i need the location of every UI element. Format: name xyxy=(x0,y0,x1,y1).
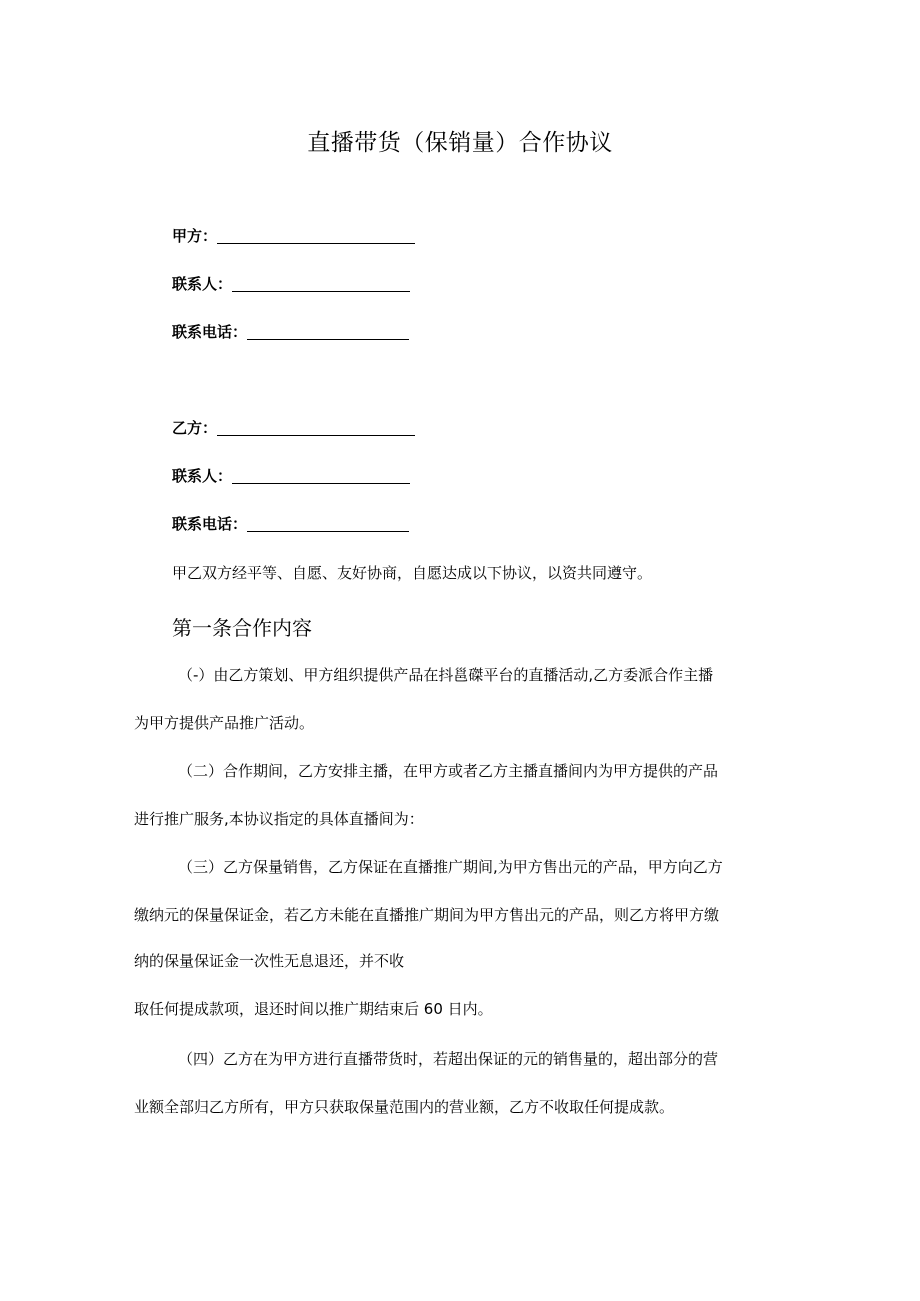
clause-3-line-4: 取任何提成款项，退还时间以推广期结束后 60 日内。 xyxy=(134,1000,493,1018)
party-a-label: 甲方： xyxy=(172,227,218,245)
document-title: 直播带货（保销量）合作协议 xyxy=(307,130,613,156)
clause-2-line-1: （二）合作期间，乙方安排主播，在甲方或者乙方主播直播间内为甲方提供的产品 xyxy=(178,762,719,780)
clause-2-line-2: 进行推广服务,本协议指定的具体直播间为： xyxy=(134,810,424,828)
party-b-phone-label: 联系电话： xyxy=(172,515,248,533)
clause-4-line-2: 业额全部归乙方所有，甲方只获取保量范围内的营业额，乙方不收取任何提成款。 xyxy=(134,1098,675,1116)
article-1-heading: 第一条合作内容 xyxy=(172,616,312,640)
party-b-field xyxy=(172,416,415,438)
intro-paragraph: 甲乙双方经平等、自愿、友好协商，自愿达成以下协议，以资共同遵守。 xyxy=(172,564,653,582)
party-b-phone-field xyxy=(172,512,409,534)
party-a-field xyxy=(172,224,415,246)
party-b-label: 乙方： xyxy=(172,419,218,437)
clause-1-line-1: （-）由乙方策划、甲方组织提供产品在抖邕磔平台的直播活动,乙方委派合作主播 xyxy=(178,666,714,684)
party-b-contact-label: 联系人： xyxy=(172,467,233,485)
party-a-contact-label: 联系人： xyxy=(172,275,233,293)
party-b-contact-blank-line xyxy=(232,482,410,484)
party-a-blank-line xyxy=(217,242,415,244)
party-a-phone-blank-line xyxy=(247,338,409,340)
clause-4-line-1: （四）乙方在为甲方进行直播带货时，若超出保证的元的销售量的，超出部分的营 xyxy=(178,1050,719,1068)
clause-3-line-2: 缴纳元的保量保证金，若乙方未能在直播推广期间为甲方售出元的产品，则乙方将甲方缴 xyxy=(134,906,720,924)
party-b-contact-field xyxy=(172,464,410,486)
party-a-phone-field xyxy=(172,320,409,342)
party-a-phone-label: 联系电话： xyxy=(172,323,248,341)
party-b-blank-line xyxy=(217,434,415,436)
clause-3-line-1: （三）乙方保量销售，乙方保证在直播推广期间,为甲方售出元的产品，甲方向乙方 xyxy=(178,858,723,876)
clause-1-line-2: 为甲方提供产品推广活动。 xyxy=(134,714,315,732)
clause-3-line-3: 纳的保量保证金一次性无息退还，并不收 xyxy=(134,952,405,970)
party-b-phone-blank-line xyxy=(247,530,409,532)
party-a-contact-blank-line xyxy=(232,290,410,292)
party-a-contact-field xyxy=(172,272,410,294)
